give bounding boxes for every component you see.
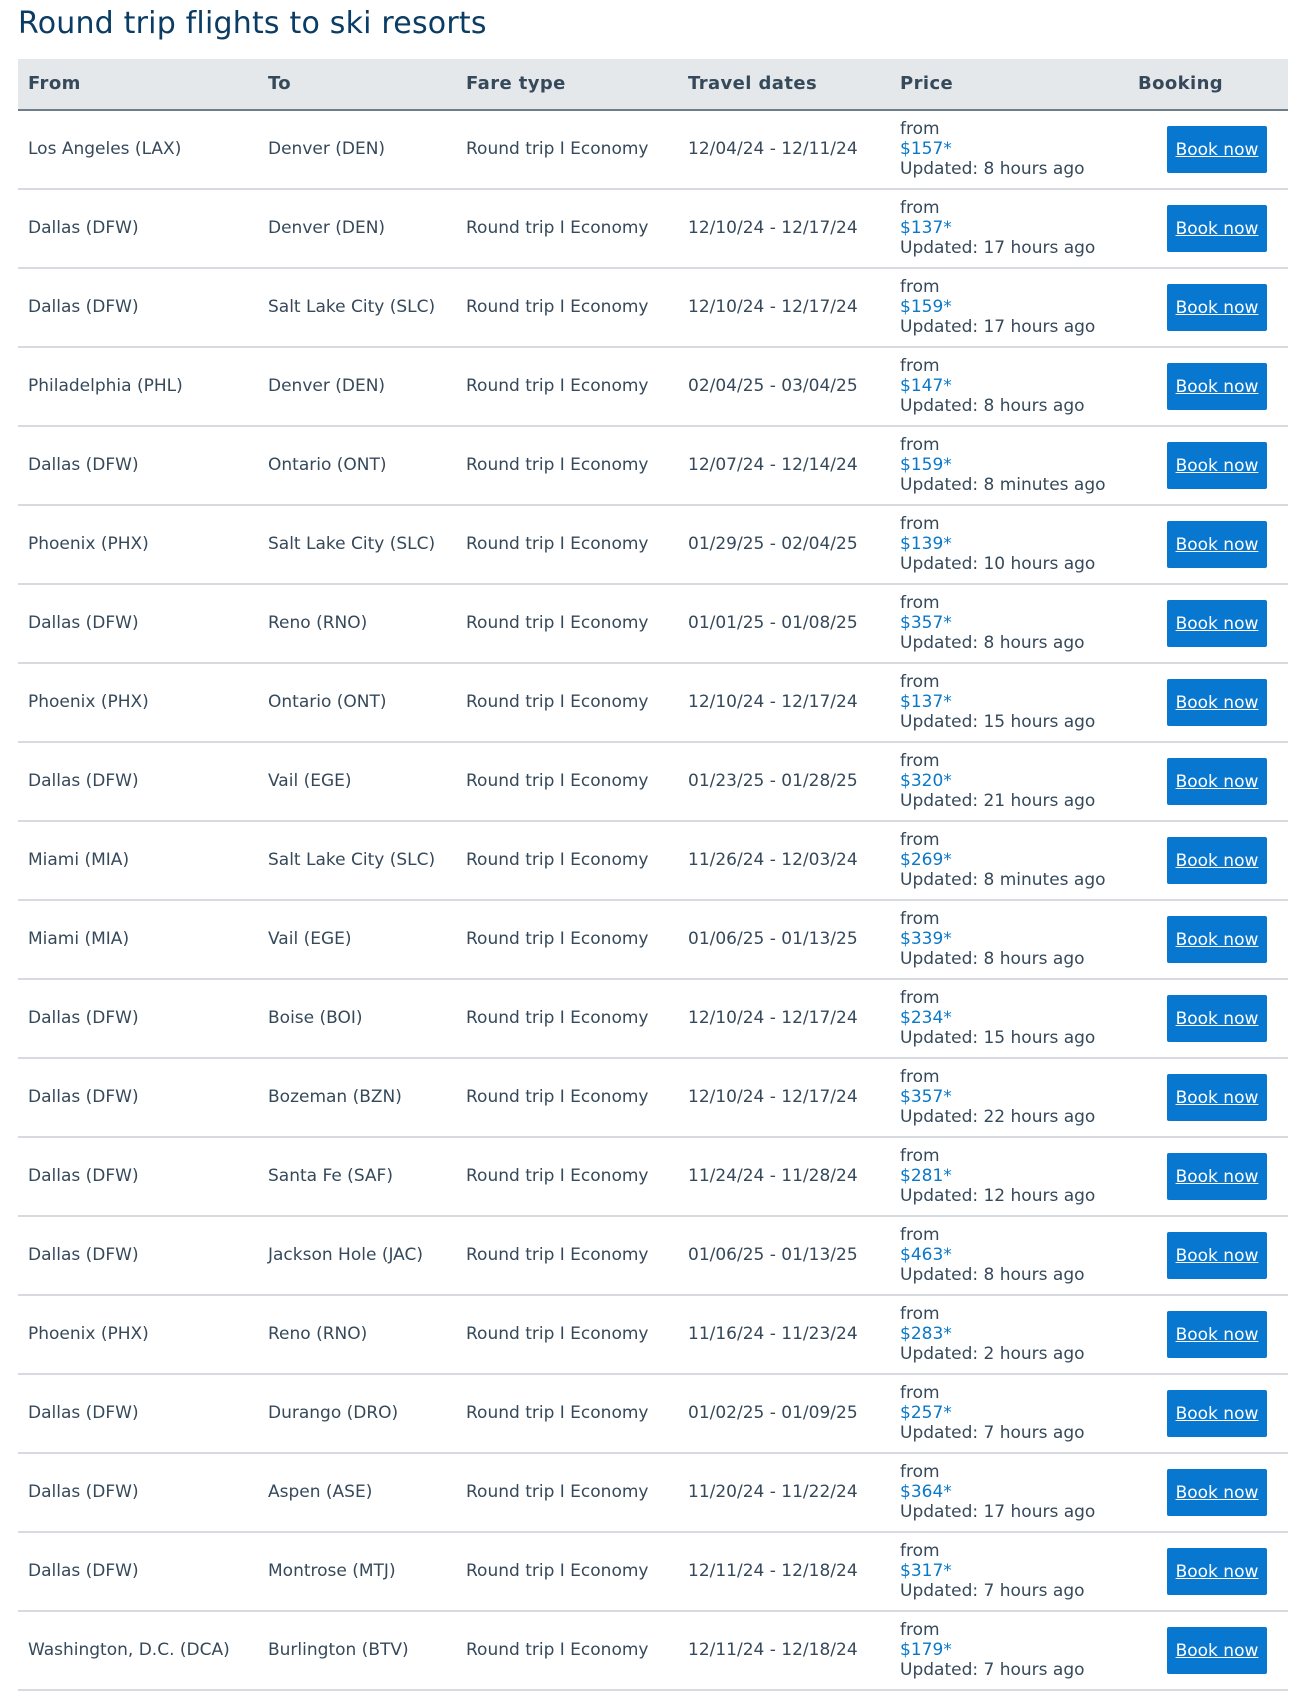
price-amount: $357* [900, 1087, 952, 1107]
book-now-button[interactable]: Book now [1167, 995, 1267, 1042]
price-prefix: from [900, 1620, 940, 1640]
cell-travel-dates: 12/10/24 - 12/17/24 [688, 297, 858, 317]
price-prefix: from [900, 1225, 940, 1245]
cell-from: Phoenix (PHX) [28, 1324, 149, 1344]
price-amount: $283* [900, 1324, 952, 1344]
cell-from: Dallas (DFW) [28, 1482, 139, 1502]
table-row [18, 1375, 1288, 1454]
cell-fare-type: Round trip I Economy [466, 1245, 649, 1265]
cell-travel-dates: 01/02/25 - 01/09/25 [688, 1403, 858, 1423]
table-header [18, 59, 1288, 111]
cell-travel-dates: 12/11/24 - 12/18/24 [688, 1561, 858, 1581]
price-amount: $269* [900, 850, 952, 870]
table-row [18, 427, 1288, 506]
price-amount: $234* [900, 1008, 952, 1028]
cell-from: Dallas (DFW) [28, 455, 139, 475]
price-amount: $159* [900, 455, 952, 475]
price-amount: $257* [900, 1403, 952, 1423]
price-amount: $364* [900, 1482, 952, 1502]
price-block [900, 119, 1085, 179]
cell-travel-dates: 12/10/24 - 12/17/24 [688, 692, 858, 712]
table-row [18, 822, 1288, 901]
cell-travel-dates: 12/10/24 - 12/17/24 [688, 1008, 858, 1028]
updated-text: Updated: 8 hours ago [900, 396, 1085, 416]
price-block [900, 1304, 1085, 1364]
cell-fare-type: Round trip I Economy [466, 850, 649, 870]
book-now-button[interactable]: Book now [1167, 1074, 1267, 1121]
updated-text: Updated: 17 hours ago [900, 317, 1096, 337]
cell-to: Denver (DEN) [268, 139, 386, 159]
cell-to: Denver (DEN) [268, 218, 386, 238]
price-block [900, 198, 1095, 258]
table-row [18, 1059, 1288, 1138]
table-row [18, 506, 1288, 585]
cell-from: Los Angeles (LAX) [28, 139, 182, 159]
table-row [18, 111, 1288, 190]
cell-to: Boise (BOI) [268, 1008, 363, 1028]
cell-travel-dates: 01/06/25 - 01/13/25 [688, 929, 858, 949]
flights-table [18, 59, 1288, 1691]
table-row [18, 585, 1288, 664]
cell-fare-type: Round trip I Economy [466, 376, 649, 396]
cell-from: Miami (MIA) [28, 850, 130, 870]
cell-travel-dates: 11/26/24 - 12/03/24 [688, 850, 858, 870]
cell-to: Vail (EGE) [268, 771, 352, 791]
price-block [900, 1620, 1085, 1680]
book-now-button[interactable]: Book now [1167, 600, 1267, 647]
price-block [900, 593, 1085, 653]
updated-text: Updated: 8 hours ago [900, 633, 1085, 653]
price-prefix: from [900, 1541, 940, 1561]
cell-fare-type: Round trip I Economy [466, 1166, 649, 1186]
updated-text: Updated: 15 hours ago [900, 712, 1096, 732]
cell-to: Salt Lake City (SLC) [268, 534, 436, 554]
price-prefix: from [900, 435, 940, 455]
price-prefix: from [900, 1462, 940, 1482]
updated-text: Updated: 17 hours ago [900, 1502, 1096, 1522]
table-row [18, 1612, 1288, 1691]
price-amount: $179* [900, 1640, 952, 1660]
cell-fare-type: Round trip I Economy [466, 1403, 649, 1423]
book-now-button[interactable]: Book now [1167, 126, 1267, 173]
cell-to: Aspen (ASE) [268, 1482, 373, 1502]
cell-fare-type: Round trip I Economy [466, 1482, 649, 1502]
book-now-button[interactable]: Book now [1167, 916, 1267, 963]
cell-fare-type: Round trip I Economy [466, 613, 649, 633]
book-now-button[interactable]: Book now [1167, 1232, 1267, 1279]
price-amount: $139* [900, 534, 952, 554]
price-amount: $320* [900, 771, 952, 791]
cell-travel-dates: 02/04/25 - 03/04/25 [688, 376, 858, 396]
table-body [18, 111, 1288, 1691]
cell-to: Bozeman (BZN) [268, 1087, 402, 1107]
book-now-button[interactable]: Book now [1167, 758, 1267, 805]
price-block [900, 1225, 1085, 1285]
book-now-button[interactable]: Book now [1167, 1627, 1267, 1674]
cell-to: Ontario (ONT) [268, 692, 387, 712]
cell-travel-dates: 12/11/24 - 12/18/24 [688, 1640, 858, 1660]
cell-from: Dallas (DFW) [28, 1561, 139, 1581]
book-now-button[interactable]: Book now [1167, 1469, 1267, 1516]
book-now-button[interactable]: Book now [1167, 837, 1267, 884]
column-header-to: To [268, 73, 292, 94]
price-block [900, 356, 1085, 416]
cell-travel-dates: 12/04/24 - 12/11/24 [688, 139, 858, 159]
cell-fare-type: Round trip I Economy [466, 1324, 649, 1344]
price-prefix: from [900, 1146, 940, 1166]
cell-to: Santa Fe (SAF) [268, 1166, 393, 1186]
cell-from: Dallas (DFW) [28, 1403, 139, 1423]
cell-from: Phoenix (PHX) [28, 692, 149, 712]
column-header-fare-type: Fare type [466, 73, 566, 94]
cell-from: Phoenix (PHX) [28, 534, 149, 554]
cell-fare-type: Round trip I Economy [466, 771, 649, 791]
cell-to: Reno (RNO) [268, 613, 368, 633]
updated-text: Updated: 22 hours ago [900, 1107, 1096, 1127]
price-amount: $317* [900, 1561, 952, 1581]
book-now-button[interactable]: Book now [1167, 1548, 1267, 1595]
cell-to: Jackson Hole (JAC) [268, 1245, 424, 1265]
book-now-button[interactable]: Book now [1167, 442, 1267, 489]
cell-fare-type: Round trip I Economy [466, 692, 649, 712]
updated-text: Updated: 8 hours ago [900, 1265, 1085, 1285]
price-prefix: from [900, 119, 940, 139]
table-row [18, 743, 1288, 822]
updated-text: Updated: 12 hours ago [900, 1186, 1096, 1206]
price-prefix: from [900, 593, 940, 613]
price-block [900, 1541, 1085, 1601]
book-now-button[interactable]: Book now [1167, 1311, 1267, 1358]
cell-from: Dallas (DFW) [28, 1087, 139, 1107]
cell-travel-dates: 12/10/24 - 12/17/24 [688, 218, 858, 238]
price-amount: $281* [900, 1166, 952, 1186]
cell-fare-type: Round trip I Economy [466, 1008, 649, 1028]
price-prefix: from [900, 988, 940, 1008]
cell-from: Dallas (DFW) [28, 613, 139, 633]
cell-from: Miami (MIA) [28, 929, 130, 949]
cell-from: Dallas (DFW) [28, 1008, 139, 1028]
cell-fare-type: Round trip I Economy [466, 1561, 649, 1581]
updated-text: Updated: 10 hours ago [900, 554, 1096, 574]
cell-fare-type: Round trip I Economy [466, 455, 649, 475]
price-prefix: from [900, 672, 940, 692]
column-header-from: From [28, 73, 81, 94]
price-amount: $339* [900, 929, 952, 949]
price-prefix: from [900, 909, 940, 929]
cell-from: Washington, D.C. (DCA) [28, 1640, 230, 1660]
cell-travel-dates: 11/20/24 - 11/22/24 [688, 1482, 858, 1502]
price-amount: $137* [900, 218, 952, 238]
cell-fare-type: Round trip I Economy [466, 139, 649, 159]
cell-to: Reno (RNO) [268, 1324, 368, 1344]
cell-to: Denver (DEN) [268, 376, 386, 396]
price-prefix: from [900, 1383, 940, 1403]
table-row [18, 348, 1288, 427]
book-now-button[interactable]: Book now [1167, 679, 1267, 726]
cell-to: Salt Lake City (SLC) [268, 297, 436, 317]
cell-fare-type: Round trip I Economy [466, 297, 649, 317]
price-block [900, 751, 1095, 811]
table-row [18, 1533, 1288, 1612]
cell-to: Burlington (BTV) [268, 1640, 409, 1660]
cell-to: Ontario (ONT) [268, 455, 387, 475]
page-title: Round trip flights to ski resorts [18, 6, 487, 41]
cell-to: Montrose (MTJ) [268, 1561, 396, 1581]
table-row [18, 664, 1288, 743]
price-amount: $157* [900, 139, 952, 159]
price-prefix: from [900, 1067, 940, 1087]
updated-text: Updated: 21 hours ago [900, 791, 1096, 811]
cell-travel-dates: 01/23/25 - 01/28/25 [688, 771, 858, 791]
cell-to: Durango (DRO) [268, 1403, 399, 1423]
price-prefix: from [900, 1304, 940, 1324]
cell-to: Salt Lake City (SLC) [268, 850, 436, 870]
updated-text: Updated: 8 minutes ago [900, 475, 1106, 495]
cell-travel-dates: 12/07/24 - 12/14/24 [688, 455, 858, 475]
price-block [900, 1067, 1095, 1127]
cell-from: Dallas (DFW) [28, 1166, 139, 1186]
cell-from: Dallas (DFW) [28, 297, 139, 317]
updated-text: Updated: 2 hours ago [900, 1344, 1085, 1364]
cell-to: Vail (EGE) [268, 929, 352, 949]
price-amount: $357* [900, 613, 952, 633]
cell-travel-dates: 01/01/25 - 01/08/25 [688, 613, 858, 633]
cell-from: Dallas (DFW) [28, 218, 139, 238]
column-header-price: Price [900, 73, 954, 94]
price-prefix: from [900, 514, 940, 534]
cell-fare-type: Round trip I Economy [466, 1640, 649, 1660]
cell-fare-type: Round trip I Economy [466, 1087, 649, 1107]
price-block [900, 435, 1106, 495]
table-row [18, 1296, 1288, 1375]
price-prefix: from [900, 198, 940, 218]
updated-text: Updated: 15 hours ago [900, 1028, 1096, 1048]
cell-from: Dallas (DFW) [28, 771, 139, 791]
price-amount: $159* [900, 297, 952, 317]
price-block [900, 1462, 1095, 1522]
cell-travel-dates: 11/16/24 - 11/23/24 [688, 1324, 858, 1344]
updated-text: Updated: 7 hours ago [900, 1423, 1085, 1443]
updated-text: Updated: 7 hours ago [900, 1581, 1085, 1601]
table-row [18, 1217, 1288, 1296]
price-block [900, 909, 1085, 969]
price-amount: $463* [900, 1245, 952, 1265]
updated-text: Updated: 7 hours ago [900, 1660, 1085, 1680]
book-now-button[interactable]: Book now [1167, 205, 1267, 252]
cell-from: Philadelphia (PHL) [28, 376, 183, 396]
price-block [900, 988, 1095, 1048]
table-row [18, 1454, 1288, 1533]
cell-travel-dates: 01/06/25 - 01/13/25 [688, 1245, 858, 1265]
cell-travel-dates: 11/24/24 - 11/28/24 [688, 1166, 858, 1186]
cell-fare-type: Round trip I Economy [466, 534, 649, 554]
price-block [900, 830, 1106, 890]
cell-fare-type: Round trip I Economy [466, 218, 649, 238]
updated-text: Updated: 8 hours ago [900, 949, 1085, 969]
price-prefix: from [900, 277, 940, 297]
column-header-travel-dates: Travel dates [688, 73, 818, 94]
cell-travel-dates: 01/29/25 - 02/04/25 [688, 534, 858, 554]
table-row [18, 190, 1288, 269]
table-row [18, 980, 1288, 1059]
price-amount: $137* [900, 692, 952, 712]
book-now-button[interactable]: Book now [1167, 1390, 1267, 1437]
table-row [18, 269, 1288, 348]
price-block [900, 1383, 1085, 1443]
updated-text: Updated: 8 minutes ago [900, 870, 1106, 890]
book-now-button[interactable]: Book now [1167, 1153, 1267, 1200]
book-now-button[interactable]: Book now [1167, 521, 1267, 568]
cell-fare-type: Round trip I Economy [466, 929, 649, 949]
column-header-booking: Booking [1138, 73, 1224, 94]
updated-text: Updated: 17 hours ago [900, 238, 1096, 258]
book-now-button[interactable]: Book now [1167, 363, 1267, 410]
price-prefix: from [900, 751, 940, 771]
price-block [900, 514, 1095, 574]
table-row [18, 901, 1288, 980]
price-block [900, 672, 1095, 732]
updated-text: Updated: 8 hours ago [900, 159, 1085, 179]
cell-travel-dates: 12/10/24 - 12/17/24 [688, 1087, 858, 1107]
table-row [18, 1138, 1288, 1217]
book-now-button[interactable]: Book now [1167, 284, 1267, 331]
price-prefix: from [900, 356, 940, 376]
cell-from: Dallas (DFW) [28, 1245, 139, 1265]
price-prefix: from [900, 830, 940, 850]
price-amount: $147* [900, 376, 952, 396]
price-block [900, 277, 1095, 337]
price-block [900, 1146, 1095, 1206]
